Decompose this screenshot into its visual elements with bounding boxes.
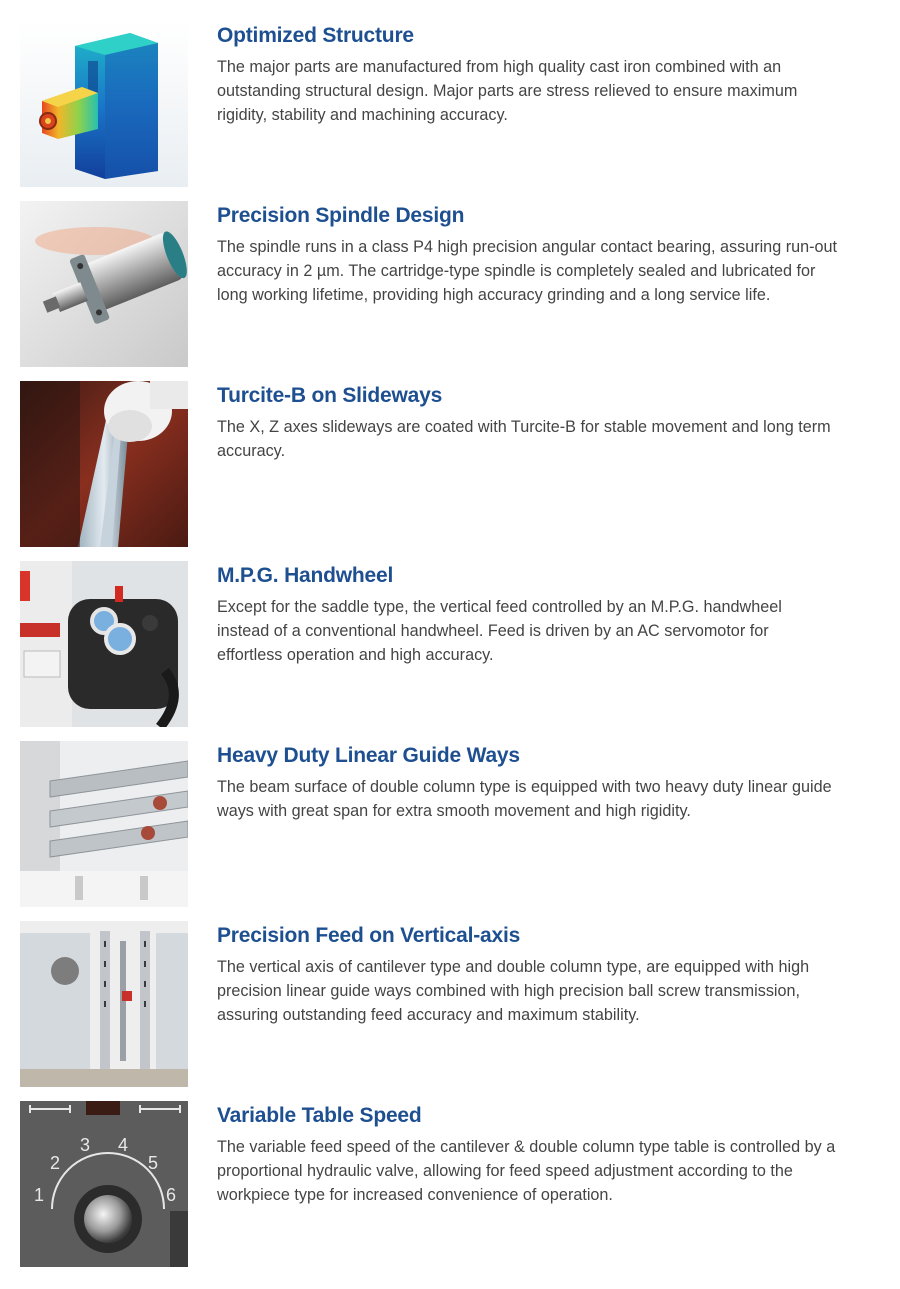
feature-description: Except for the saddle type, the vertical feed controlled by an M.P.G. handwheel instead of a conventional handwheel. Feed is driven by an AC servomotor for effortless operation and high accuracy. [217, 598, 782, 664]
spindle-image [20, 201, 188, 367]
feature-description: The spindle runs in a class P4 high precision angular contact bearing, assuring run-out accuracy in 2 µm. The cartridge-type spindle is completely sealed and lubricated for long working lifetime, providing high accuracy grinding and a long service life. [217, 238, 837, 304]
vertical-axis-image [20, 921, 188, 1087]
feature-linear-guide-ways [0, 741, 900, 911]
linear-guide-image [20, 741, 188, 907]
feature-description: The vertical axis of cantilever type and double column type, are equipped with high precision linear guide ways combined with high precision ball screw transmission, assuring outstanding feed accuracy and maximum stability. [217, 958, 810, 1024]
feature-title: Variable Table Speed [217, 1104, 422, 1127]
feature-optimized-structure [0, 21, 900, 191]
dial-label-4: 4 [118, 1135, 129, 1155]
slideway-image [20, 381, 188, 547]
feature-title: Heavy Duty Linear Guide Ways [217, 744, 520, 767]
feature-mpg-handwheel [0, 561, 900, 731]
stress-analysis-structure-image [20, 21, 188, 187]
feature-title: Turcite-B on Slideways [217, 384, 443, 407]
feature-description: The beam surface of double column type is equipped with two heavy duty linear guide ways with great span for extra smooth movement and high rigidity. [217, 778, 832, 820]
feature-description: The variable feed speed of the cantilever & double column type table is controlled by a proportional hydraulic valve, allowing for feed speed adjustment according to the workpiece type for increased convenience of operation. [217, 1138, 836, 1204]
feature-description: The X, Z axes slideways are coated with Turcite-B for stable movement and long term accuracy. [217, 418, 831, 460]
feature-title: Precision Feed on Vertical-axis [217, 924, 521, 947]
dial-label-2: 2 [50, 1153, 61, 1173]
feature-title: Precision Spindle Design [217, 204, 465, 227]
feature-title: Optimized Structure [217, 24, 414, 47]
feature-precision-spindle [0, 201, 900, 371]
dial-label-6: 6 [166, 1185, 177, 1205]
feature-title: M.P.G. Handwheel [217, 564, 394, 587]
feature-description: The major parts are manufactured from high quality cast iron combined with an outstanding structural design. Major parts are stress relieved to ensure maximum rigidity, stability and machining accuracy. [217, 58, 798, 124]
feature-variable-table-speed [0, 1101, 900, 1271]
speed-dial-image [20, 1101, 188, 1267]
dial-label-1: 1 [34, 1185, 45, 1205]
feature-vertical-axis-feed [0, 921, 900, 1091]
dial-label-5: 5 [148, 1153, 159, 1173]
feature-turcite-slideways [0, 381, 900, 551]
dial-label-3: 3 [80, 1135, 91, 1155]
handwheel-image [20, 561, 188, 727]
